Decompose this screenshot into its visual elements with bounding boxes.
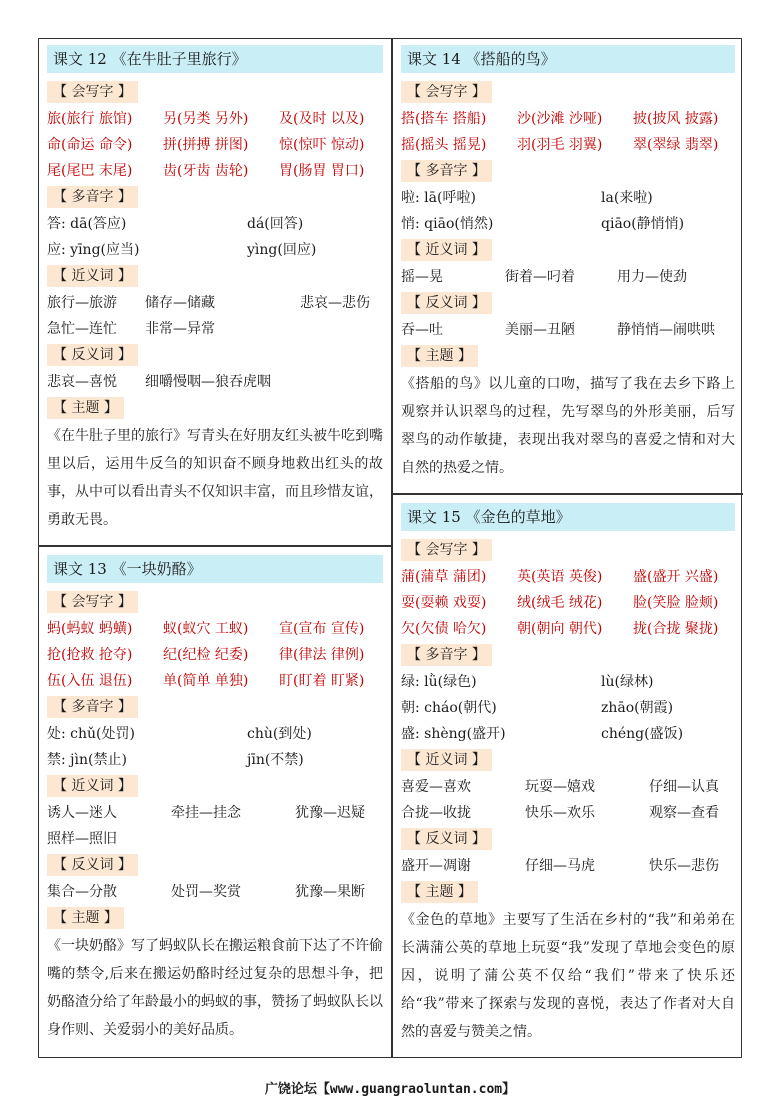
lesson-15-panel (393, 497, 743, 1059)
theme-text: 《金色的草地》主要写了生活在乡村的“我”和弟弟在长满蒲公英的草地上玩耍“我”发现了草地会变色的原因，说明了蒲公英不仅给“我们”带来了快乐还给“我”带来了探索与发现的喜悦，表达了作者对大自然的喜爱与赞美之情。 (401, 912, 735, 1040)
writing-cell: 盯(盯着 盯紧) (279, 673, 365, 689)
synonym-row (47, 826, 383, 852)
antonym-cell: 快乐—悲伤 (649, 858, 719, 874)
writing-cell: 耍(耍赖 戏耍) (401, 595, 487, 611)
polyphone-cell: yìng(回应) (247, 242, 317, 258)
writing-cell: 拢(合拢 聚拢) (633, 621, 719, 637)
synonym-cell: 喜爱—喜欢 (401, 779, 471, 795)
writing-label: 【 会写字 】 (401, 81, 492, 103)
synonym-cell: 摇—晃 (401, 269, 443, 285)
polyphone-cell: 应: yīng(应当) (47, 242, 140, 258)
writing-cell: 欠(欠债 哈欠) (401, 621, 487, 637)
synonym-cell: 用力—使劲 (617, 269, 687, 285)
writing-cell: 沙(沙滩 沙哑) (517, 111, 603, 127)
polyphone-cell: lù(绿林) (601, 674, 654, 690)
polyphone-row (401, 695, 735, 721)
theme-label: 【 主题 】 (401, 881, 478, 903)
writing-cell: 另(另类 另外) (163, 111, 249, 127)
antonym-label: 【 反义词 】 (47, 344, 138, 366)
lesson-13-title: 课文 13 《一块奶酪》 (47, 555, 383, 583)
synonym-label: 【 近义词 】 (47, 775, 138, 797)
synonym-label: 【 近义词 】 (401, 749, 492, 771)
antonym-label: 【 反义词 】 (47, 854, 138, 876)
synonym-row (401, 264, 735, 290)
polyphone-cell: zhāo(朝霞) (601, 700, 674, 716)
writing-cell: 惊(惊吓 惊动) (279, 137, 365, 153)
polyphone-label: 【 多音字 】 (401, 160, 492, 182)
theme-label: 【 主题 】 (47, 907, 124, 929)
writing-row (401, 106, 735, 132)
writing-cell: 摇(摇头 摇晃) (401, 137, 487, 153)
polyphone-row (401, 185, 735, 211)
writing-cell: 羽(羽毛 羽翼) (517, 137, 603, 153)
synonym-cell: 观察—查看 (649, 805, 719, 821)
left-row-divider (39, 545, 391, 547)
antonym-cell: 犹豫—果断 (295, 884, 365, 900)
theme-label: 【 主题 】 (47, 397, 124, 419)
lesson-13-panel (39, 549, 391, 1059)
writing-cell: 抢(抢救 抢夺) (47, 647, 133, 663)
synonym-row (47, 316, 383, 342)
polyphone-row (47, 747, 383, 773)
lesson-12-panel (39, 39, 391, 545)
writing-row (47, 642, 383, 668)
writing-cell: 蚁(蚁穴 工蚁) (163, 621, 249, 637)
polyphone-cell: chéng(盛饭) (601, 726, 684, 742)
antonym-row (47, 369, 383, 395)
right-row-divider (391, 493, 743, 495)
writing-cell: 绒(绒毛 绒花) (517, 595, 603, 611)
writing-cell: 搭(搭车 搭船) (401, 111, 487, 127)
polyphone-row (47, 211, 383, 237)
writing-row (47, 668, 383, 694)
polyphone-row (401, 211, 735, 237)
synonym-cell: 牵挂—挂念 (171, 805, 241, 821)
antonym-cell: 集合—分散 (47, 884, 117, 900)
synonym-row (47, 800, 383, 826)
writing-cell: 翠(翠绿 翡翠) (633, 137, 719, 153)
writing-row (401, 616, 735, 642)
antonym-cell: 静悄悄—闹哄哄 (617, 322, 715, 338)
theme-text: 《一块奶酪》写了蚂蚁队长在搬运粮食前下达了不许偷嘴的禁令,后来在搬运奶酪时经过复杂的思想斗争，把奶酪渣分给了年龄最小的蚂蚁的事，赞扬了蚂蚁队长以身作则、关爱弱小的美好品质。 (47, 938, 383, 1038)
theme-text: 《在牛肚子里的旅行》写青头在好朋友红头被牛吃到嘴里以后，运用牛反刍的知识奋不顾身地救出红头的故事，从中可以看出青头不仅知识丰富，而且珍惜友谊，勇敢无畏。 (47, 428, 383, 528)
writing-cell: 蚂(蚂蚁 蚂蟥) (47, 621, 133, 637)
polyphone-cell: 盛: shèng(盛开) (401, 726, 506, 742)
polyphone-cell: jīn(不禁) (247, 752, 304, 768)
writing-row (47, 106, 383, 132)
antonym-row (401, 853, 735, 879)
polyphone-cell: 禁: jìn(禁止) (47, 752, 127, 768)
polyphone-cell: 绿: lǜ(绿色) (401, 674, 477, 690)
antonym-cell: 细嚼慢咽—狼吞虎咽 (145, 374, 271, 390)
synonym-cell: 旅行—旅游 (47, 295, 117, 311)
theme-label: 【 主题 】 (401, 345, 478, 367)
antonym-row (401, 317, 735, 343)
antonym-label: 【 反义词 】 (401, 828, 492, 850)
lesson-12-title: 课文 12 《在牛肚子里旅行》 (47, 45, 383, 73)
writing-label: 【 会写字 】 (47, 591, 138, 613)
writing-cell: 伍(入伍 退伍) (47, 673, 133, 689)
writing-row (47, 132, 383, 158)
writing-cell: 盛(盛开 兴盛) (633, 569, 719, 585)
writing-cell: 纪(纪检 纪委) (163, 647, 249, 663)
writing-row (47, 616, 383, 642)
synonym-cell: 快乐—欢乐 (525, 805, 595, 821)
writing-cell: 英(英语 英俊) (517, 569, 603, 585)
antonym-label: 【 反义词 】 (401, 292, 492, 314)
antonym-cell: 吞—吐 (401, 322, 443, 338)
polyphone-cell: 啦: lā(呼啦) (401, 190, 476, 206)
antonym-cell: 盛开—凋谢 (401, 858, 471, 874)
writing-cell: 命(命运 命令) (47, 137, 133, 153)
antonym-cell: 仔细—马虎 (525, 858, 595, 874)
polyphone-cell: 答: dā(答应) (47, 216, 127, 232)
synonym-cell: 犹豫—迟疑 (295, 805, 365, 821)
writing-row (401, 590, 735, 616)
antonym-cell: 处罚—奖赏 (171, 884, 241, 900)
writing-cell: 拼(拼搏 拼图) (163, 137, 249, 153)
polyphone-row (47, 721, 383, 747)
polyphone-cell: qiāo(静悄悄) (601, 216, 685, 232)
synonym-cell: 仔细—认真 (649, 779, 719, 795)
polyphone-cell: la(来啦) (601, 190, 653, 206)
synonym-cell: 急忙—连忙 (47, 321, 117, 337)
writing-cell: 律(律法 律例) (279, 647, 365, 663)
polyphone-cell: chù(到处) (247, 726, 312, 742)
synonym-row (401, 774, 735, 800)
writing-cell: 胃(肠胃 胃口) (279, 163, 365, 179)
writing-cell: 披(披风 披露) (633, 111, 719, 127)
synonym-cell: 非常—异常 (145, 321, 215, 337)
writing-row (401, 132, 735, 158)
lesson-15-title: 课文 15 《金色的草地》 (401, 503, 735, 531)
writing-row (401, 564, 735, 590)
synonym-cell: 照样—照旧 (47, 831, 117, 847)
page-frame (38, 38, 742, 1058)
writing-cell: 宣(宣布 宣传) (279, 621, 365, 637)
lesson-14-panel (393, 39, 743, 493)
polyphone-label: 【 多音字 】 (401, 644, 492, 666)
writing-grid (47, 106, 383, 184)
polyphone-cell: dá(回答) (247, 216, 304, 232)
writing-cell: 及(及时 以及) (279, 111, 365, 127)
polyphone-row (47, 237, 383, 263)
writing-cell: 蒲(蒲草 蒲团) (401, 569, 487, 585)
writing-cell: 单(简单 单独) (163, 673, 249, 689)
footer-site-label: 广饶论坛【www.guangraoluntan.com】 (264, 1082, 516, 1097)
writing-cell: 旅(旅行 旅馆) (47, 111, 133, 127)
writing-label: 【 会写字 】 (401, 539, 492, 561)
writing-row (47, 158, 383, 184)
polyphone-row (401, 721, 735, 747)
synonym-cell: 诱人—迷人 (47, 805, 117, 821)
synonym-row (401, 800, 735, 826)
polyphone-row (401, 669, 735, 695)
writing-cell: 齿(牙齿 齿轮) (163, 163, 249, 179)
antonym-cell: 悲哀—喜悦 (47, 374, 117, 390)
antonym-row (47, 879, 383, 905)
theme-text: 《搭船的鸟》以儿童的口吻，描写了我在去乡下路上观察并认识翠鸟的过程，先写翠鸟的外形美丽，后写翠鸟的动作敏捷，表现出我对翠鸟的喜爱之情和对大自然的热爱之情。 (401, 376, 735, 476)
polyphone-label: 【 多音字 】 (47, 186, 138, 208)
lesson-14-title: 课文 14 《搭船的鸟》 (401, 45, 735, 73)
synonym-cell: 悲哀—悲伤 (300, 295, 370, 311)
synonym-label: 【 近义词 】 (47, 265, 138, 287)
synonym-cell: 街着—叼着 (505, 269, 575, 285)
synonym-row (47, 290, 383, 316)
polyphone-label: 【 多音字 】 (47, 696, 138, 718)
polyphone-cell: 朝: cháo(朝代) (401, 700, 497, 716)
writing-label: 【 会写字 】 (47, 81, 138, 103)
writing-cell: 朝(朝向 朝代) (517, 621, 603, 637)
writing-cell: 脸(笑脸 脸颊) (633, 595, 719, 611)
polyphone-cell: 处: chǔ(处罚) (47, 726, 135, 742)
synonym-cell: 储存—储藏 (145, 295, 215, 311)
synonym-cell: 玩耍—嬉戏 (525, 779, 595, 795)
polyphone-cell: 悄: qiāo(悄然) (401, 216, 494, 232)
writing-cell: 尾(尾巴 末尾) (47, 163, 133, 179)
synonym-cell: 合拢—收拢 (401, 805, 471, 821)
antonym-cell: 美丽—丑陋 (505, 322, 575, 338)
synonym-label: 【 近义词 】 (401, 239, 492, 261)
